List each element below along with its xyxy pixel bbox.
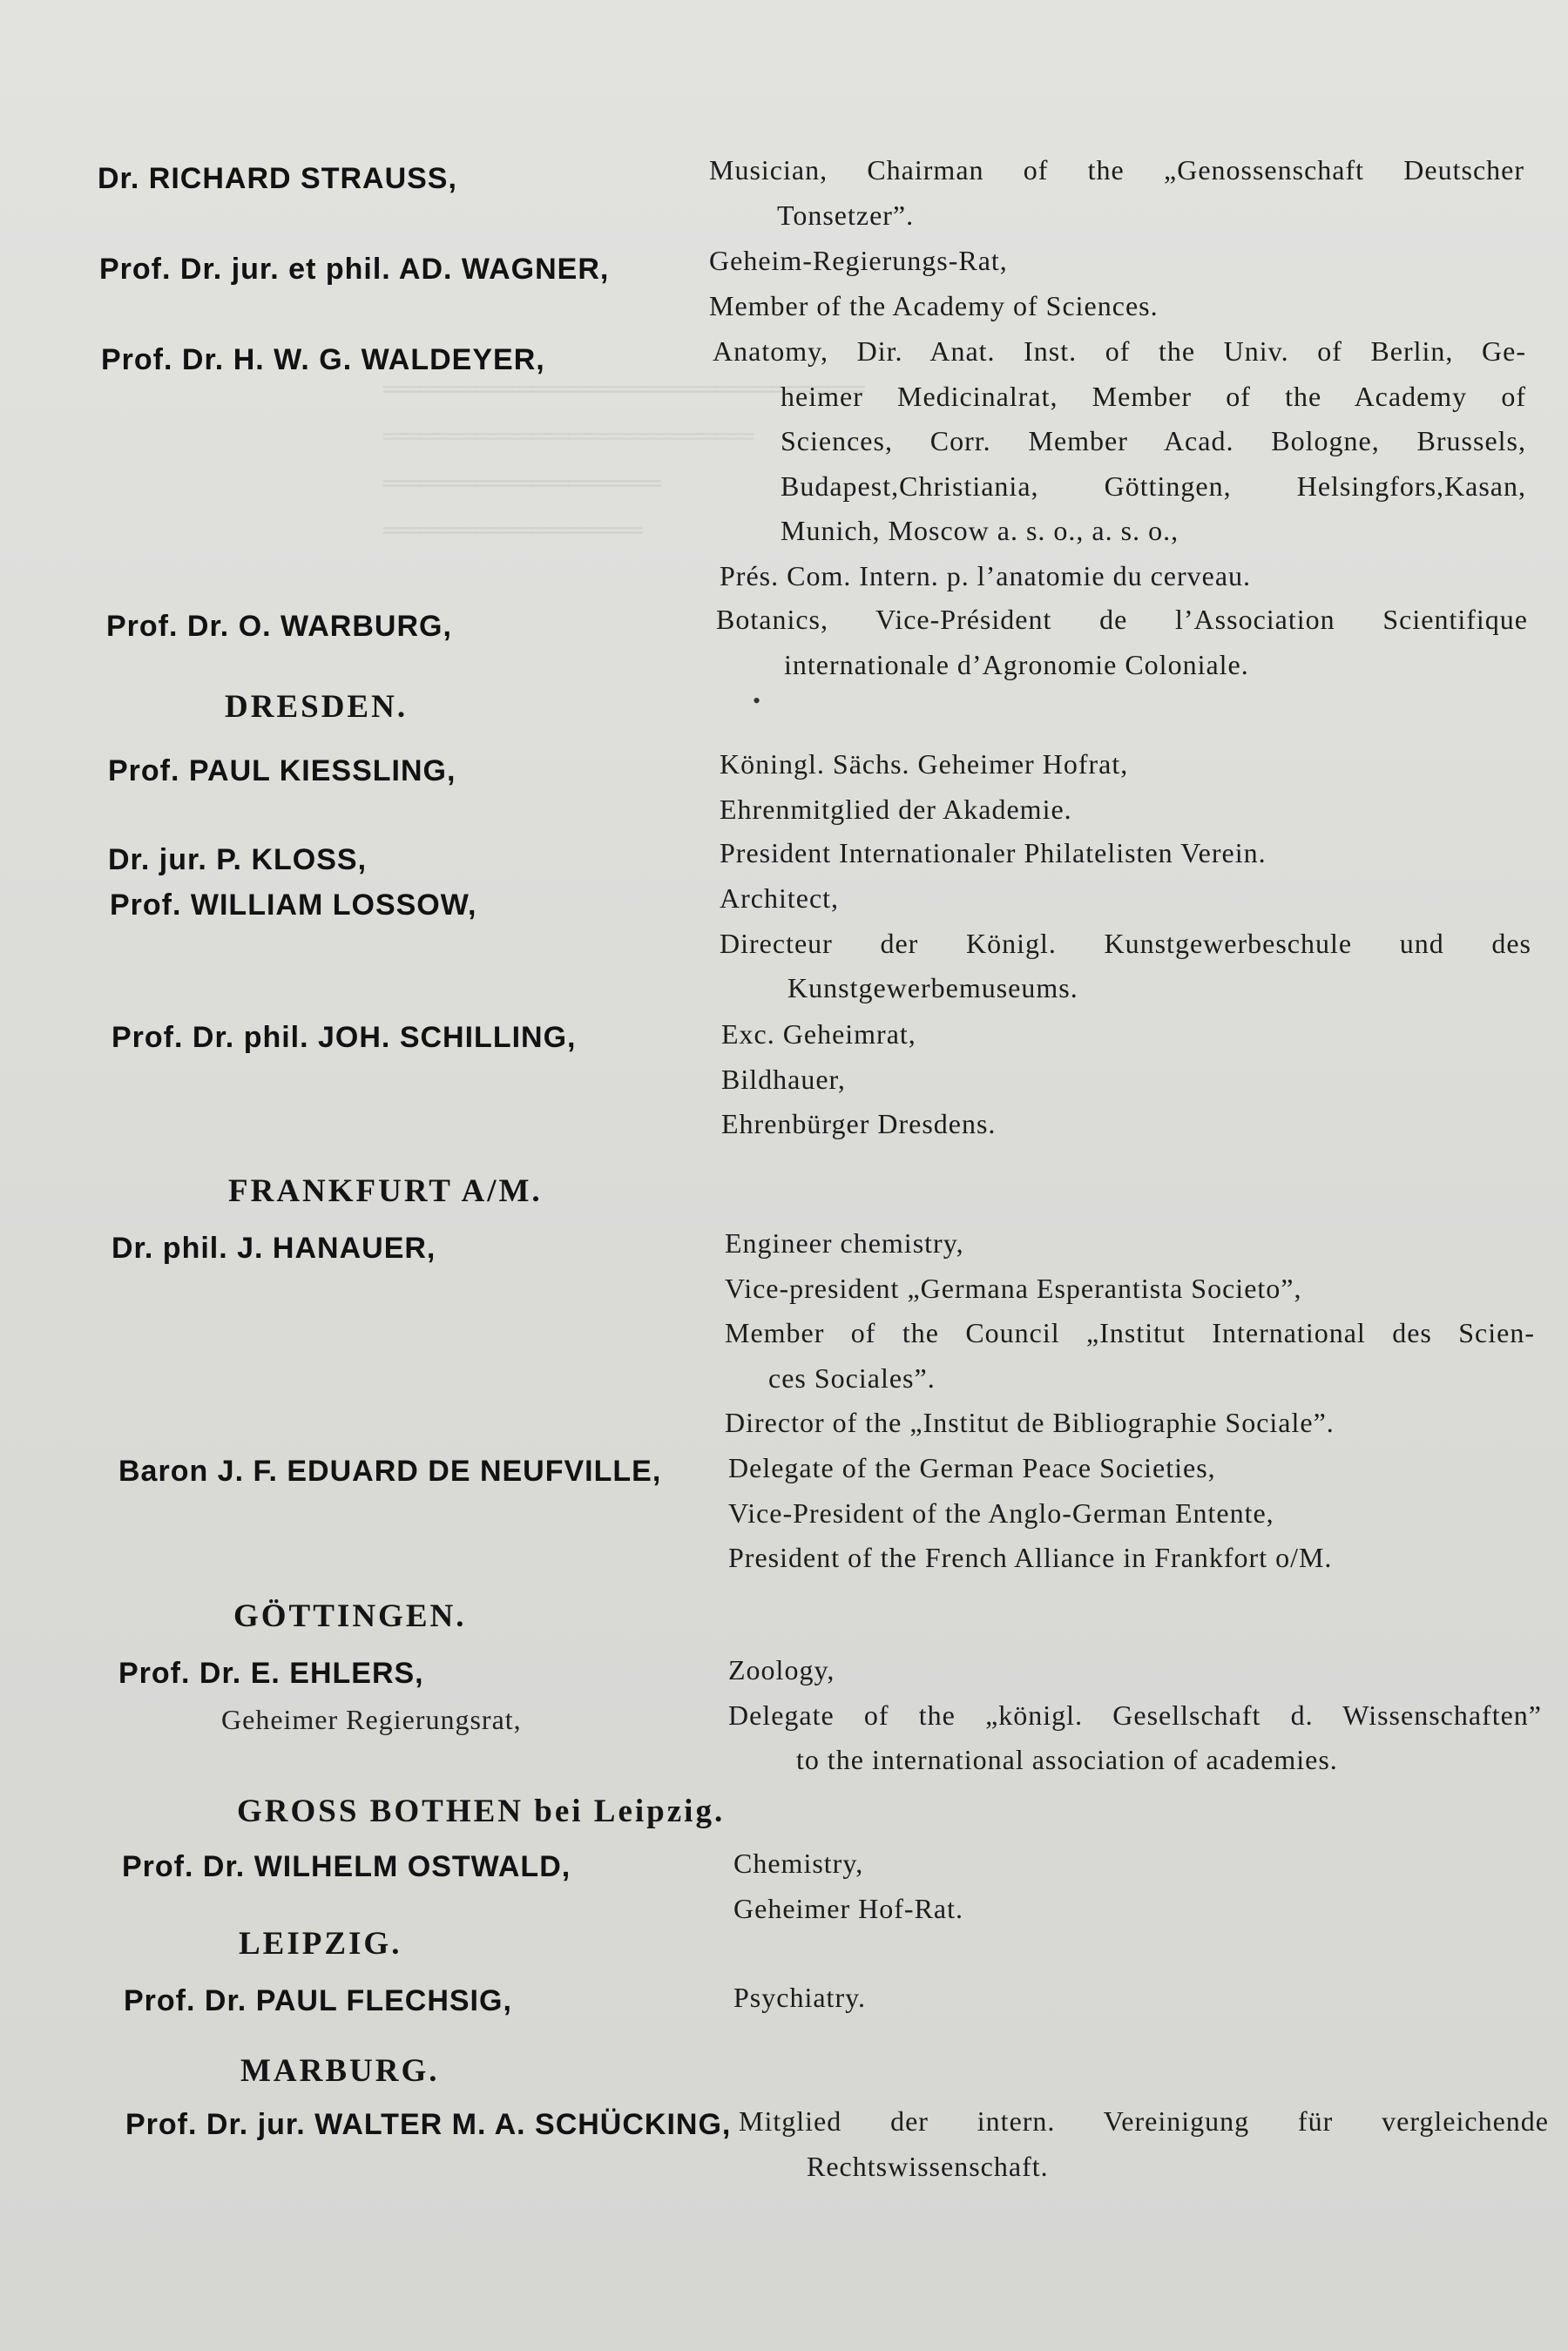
entry-name-schuecking: Prof. Dr. jur. WALTER M. A. SCHÜCKING, <box>125 2108 732 2141</box>
city-heading-gross-bothen: GROSS BOTHEN bei Leipzig. <box>237 1794 726 1829</box>
desc-line: Director of the „Institut de Bibliographie Sociale”. <box>725 1407 1335 1438</box>
city-heading-dresden: DRESDEN. <box>225 689 409 725</box>
entry-desc-neufville <box>728 1446 1538 1581</box>
desc-line: Anatomy, Dir. Anat. Inst. of the Univ. of Berlin, Ge- <box>713 335 1526 367</box>
desc-line: Botanics, Vice-Président de l’Association Scientifique <box>716 604 1528 635</box>
desc-line: Musician, Chairman of the „Genossenschaft Deutscher <box>709 154 1524 186</box>
desc-line: Geheimer Hof-Rat. <box>733 1892 964 1924</box>
desc-line: Rechtswissenschaft. <box>807 2150 1049 2182</box>
entry-name-strauss: Dr. RICHARD STRAUSS, <box>98 162 457 195</box>
entry-name-lossow: Prof. WILLIAM LOSSOW, <box>110 888 477 922</box>
entry-name-schilling: Prof. Dr. phil. JOH. SCHILLING, <box>112 1021 577 1054</box>
desc-line: Delegate of the „königl. Gesellschaft d. Wissenschaften” <box>728 1699 1542 1731</box>
desc-line: Exc. Geheimrat, <box>721 1018 916 1050</box>
entry-desc-warburg <box>716 598 1528 687</box>
entry-desc-strauss <box>709 148 1524 238</box>
entry-name-neufville: Baron J. F. EDUARD DE NEUFVILLE, <box>118 1455 662 1488</box>
entry-desc-flechsig <box>733 1976 1544 2021</box>
desc-line: Ehrenbürger Dresdens. <box>721 1108 997 1139</box>
desc-line: to the international association of academies. <box>796 1744 1338 1775</box>
entry-desc-lossow <box>720 876 1531 1011</box>
entry-name-ostwald: Prof. Dr. WILHELM OSTWALD, <box>122 1850 571 1883</box>
desc-line: Psychiatry. <box>733 1982 867 2013</box>
desc-line: heimer Medicinalrat, Member of the Academy of <box>781 380 1526 412</box>
desc-line: Zoology, <box>728 1654 835 1686</box>
desc-line: internationale d’Agronomie Coloniale. <box>784 648 1249 680</box>
entry-name-ehlers: Prof. Dr. E. EHLERS, <box>118 1657 424 1690</box>
entry-desc-kiessling <box>720 742 1530 832</box>
city-heading-marburg: MARBURG. <box>240 2053 440 2089</box>
desc-line: Sciences, Corr. Member Acad. Bologne, Brussels, <box>781 425 1526 456</box>
entry-name-kiessling: Prof. PAUL KIESSLING, <box>108 754 456 787</box>
stray-ink-dot: • <box>753 688 761 713</box>
city-heading-goettingen: GÖTTINGEN. <box>233 1598 467 1634</box>
desc-line: Delegate of the German Peace Societies, <box>728 1452 1216 1483</box>
desc-line: Budapest,Christiania, Göttingen, Helsingfors,Kasan, <box>781 470 1526 502</box>
desc-line: Bildhauer, <box>721 1063 846 1095</box>
entry-name-flechsig: Prof. Dr. PAUL FLECHSIG, <box>124 1984 512 2017</box>
city-heading-leipzig: LEIPZIG. <box>239 1926 402 1962</box>
desc-line: Engineer chemistry, <box>725 1227 964 1259</box>
entry-name-warburg: Prof. Dr. O. WARBURG, <box>106 610 452 643</box>
entry-desc-schilling <box>721 1012 1531 1147</box>
entry-desc-ehlers <box>728 1648 1542 1783</box>
desc-line: Vice-President of the Anglo-German Entente, <box>728 1496 1274 1529</box>
desc-line: Kunstgewerbemuseums. <box>787 972 1078 1003</box>
entry-name-hanauer: Dr. phil. J. HANAUER, <box>112 1232 436 1265</box>
desc-line: President Internationaler Philatelisten Verein. <box>720 837 1267 868</box>
desc-line: Chemistry, <box>733 1848 864 1879</box>
desc-line: Member of the Academy of Sciences. <box>709 289 1159 321</box>
entry-name-kloss: Dr. jur. P. KLOSS, <box>108 843 368 876</box>
entry-name-wagner: Prof. Dr. jur. et phil. AD. WAGNER, <box>99 253 610 286</box>
entry-desc-hanauer <box>725 1221 1535 1446</box>
show-through-decoration: ══════════════════════════ ════════════════════ ═══════════════ ══════════════ <box>383 375 865 544</box>
entry-name-waldeyer: Prof. Dr. H. W. G. WALDEYER, <box>101 343 545 376</box>
desc-line: Prés. Com. Intern. p. l’anatomie du cerveau. <box>720 559 1252 591</box>
entry-desc-kloss <box>720 831 1530 876</box>
entry-desc-ostwald <box>733 1841 1544 1931</box>
entry-desc-waldeyer <box>713 329 1526 598</box>
desc-line: Geheim-Regierungs-Rat, <box>709 245 1008 276</box>
desc-line: Directeur der Königl. Kunstgewerbeschule und des <box>720 927 1531 959</box>
desc-line: President of the French Alliance in Frankfort o/M. <box>728 1542 1333 1573</box>
desc-line: Vice-president „Germana Esperantista Societo”, <box>725 1272 1302 1304</box>
desc-line: Ehrenmitglied der Akademie. <box>720 793 1072 825</box>
desc-line: Tonsetzer”. <box>777 199 915 231</box>
desc-line: ces Sociales”. <box>768 1361 936 1394</box>
desc-line: Member of the Council „Institut International des Scien- <box>725 1317 1535 1348</box>
entry-desc-wagner <box>709 239 1524 328</box>
city-heading-frankfurt: FRANKFURT A/M. <box>228 1173 543 1209</box>
entry-desc-schuecking <box>739 2099 1549 2189</box>
desc-line: Munich, Moscow a. s. o., a. s. o., <box>781 515 1179 546</box>
desc-line: Architect, <box>720 882 840 914</box>
desc-line: Mitglied der intern. Vereinigung für vergleichende <box>739 2105 1549 2137</box>
desc-line: Köningl. Sächs. Geheimer Hofrat, <box>720 748 1129 780</box>
entry-subtitle-ehlers: Geheimer Regierungsrat, <box>221 1704 522 1735</box>
